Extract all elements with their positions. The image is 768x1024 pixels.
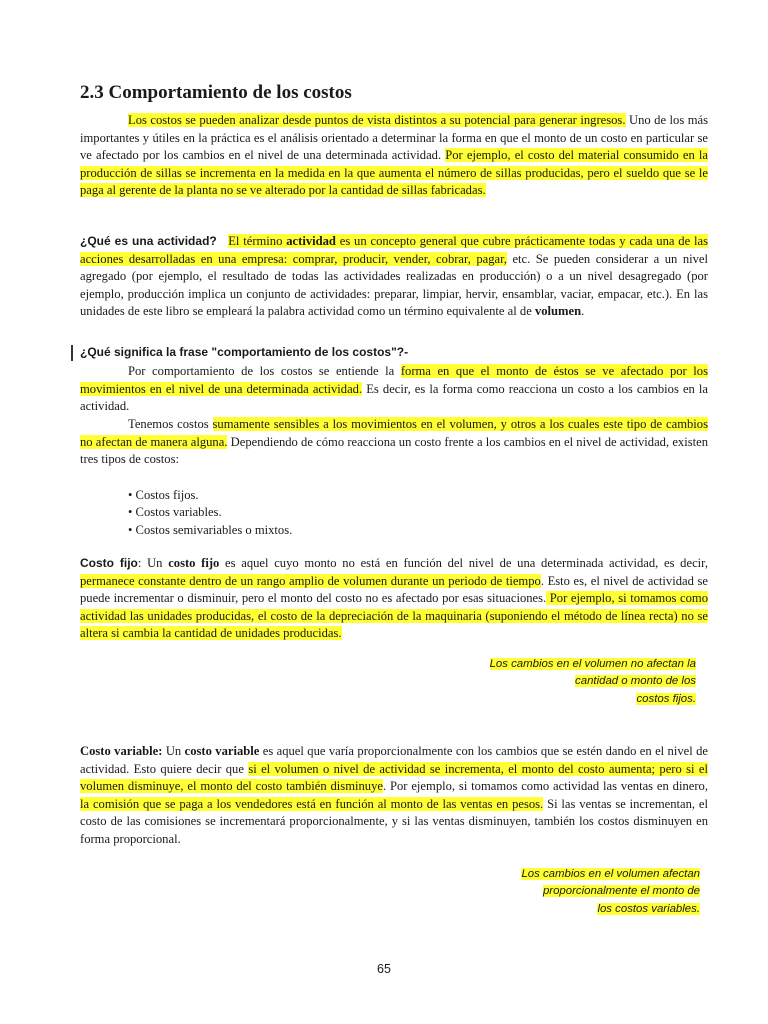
intro-paragraph	[80, 112, 708, 200]
comportamiento-p2-highlight: sumamente sensibles a los movimientos en el volumen, y otros a los cuales este tipo de cambios no afectan de manera alguna.	[80, 417, 708, 449]
text-cursor	[71, 345, 73, 361]
costo-fijo-paragraph	[80, 555, 708, 643]
note-variable-line: Los cambios en el volumen afectan	[521, 868, 700, 880]
actividad-term: actividad	[286, 234, 336, 248]
comportamiento-question	[80, 344, 708, 362]
costo-variable-c: . Por ejemplo, si tomamos como actividad las ventas en dinero,	[382, 779, 708, 794]
comportamiento-p1-b: Es decir, es la forma como reacciona un costo a los cambios en la actividad.	[80, 381, 709, 414]
comportamiento-p2-a: Tenemos costos	[128, 417, 213, 431]
comportamiento-p1-highlight: forma en que el monto de éstos se ve afectado por los movimientos en el nivel de una determinada actividad.	[80, 364, 708, 396]
section-title: 2.3 Comportamiento de los costos	[80, 82, 352, 103]
comportamiento-paragraph-2	[80, 416, 708, 469]
note-fijo-line: Los cambios en el volumen no afectan la	[489, 658, 696, 670]
note-fijo-line: costos fijos.	[636, 692, 696, 705]
comportamiento-p1-a: Por comportamiento de los costos se entiende la	[128, 364, 401, 378]
costo-fijo-b: es aquel cuyo monto no está en función del nivel de una determinada actividad, es decir,	[219, 556, 709, 570]
costo-variable-term: costo variable	[184, 744, 260, 758]
list-item: • Costos semivariables o mixtos.	[128, 522, 293, 537]
actividad-end: .	[581, 304, 585, 319]
note-variable-line: proporcionalmente el monto de	[542, 885, 700, 898]
costo-fijo-a: : Un	[137, 556, 169, 570]
note-fijo-line: cantidad o monto de los	[575, 675, 696, 688]
comportamiento-p2-b: Dependiendo de cómo reacciona un costo frente a los cambios en el nivel de actividad, existen tres tipos de costos:	[80, 434, 708, 467]
page-number: 65	[377, 962, 391, 976]
costo-variable-a: Un	[162, 744, 185, 758]
costo-variable-paragraph	[80, 743, 708, 849]
costo-variable-highlight-1: si el volumen o nivel de actividad se incrementa, el monto del costo aumenta; pero si el volumen disminuye, el monto del costo también disminuye	[80, 761, 708, 794]
costo-fijo-highlight-2: Por ejemplo, si tomamos como actividad las unidades producidas, el costo de la depreciación de la maquinaria (suponiendo el método de línea recta) no se altera si cambia la cantidad de unidades producidas.	[80, 591, 708, 641]
margin-note-fijo	[490, 656, 696, 708]
intro-highlight-2: Por ejemplo, el costo del material consumido en la producción de sillas se incrementa en la medida en la que aumenta el número de sillas producidas, pero el sueldo que se le paga al gerente de la planta no se ve alterado por la cantidad de sillas fabricadas.	[80, 148, 708, 198]
costo-fijo-label: Costo fijo	[80, 556, 138, 570]
volumen-term: volumen	[534, 304, 582, 319]
actividad-h2: es un concepto general que cubre prácticamente todas y cada una de las acciones desarrolladas en una empresa: comprar, producir, vender, cobrar, pagar,	[80, 234, 708, 266]
intro-highlight-1: Los costos se pueden analizar desde puntos de vista distintos a su potencial para generar ingresos.	[128, 113, 626, 127]
costo-variable-label: Costo variable:	[80, 744, 163, 758]
note-variable-line: los costos variables.	[597, 902, 700, 915]
costo-variable-d: Si las ventas se incrementan, el costo de las comisiones se incrementará proporcionalmente, y si las ventas disminuyen, también los costos disminuyen en forma proporcional.	[80, 796, 708, 846]
intro-text: Uno de los más importantes y útiles en la práctica es el análisis orientado a determinar la forma en que el monto de un costo en particular se ve afectado por los cambios en el nivel de una determinada actividad.	[80, 113, 709, 163]
costo-variable-highlight-2: la comisión que se paga a los vendedores está en función al monto de las ventas en pesos.	[80, 796, 544, 811]
actividad-rest: etc. Se pueden considerar a un nivel agregado (por ejemplo, el resultado de todas las actividades realizadas en producción) o a un nivel desagregado (por ejemplo, producción implica un conjunto de actividades: preparar, limpiar, hervir, ensamblar, vaciar, empacar, etc.). En las unidades de este libro se empleará la palabra actividad como un término equivalente al de	[80, 251, 708, 319]
list-item: • Costos fijos.	[128, 488, 199, 502]
costo-fijo-c: . Esto es, el nivel de actividad se puede incrementar o disminuir, pero el monto del costo no es afectado por esas situaciones.	[80, 573, 708, 606]
comportamiento-label: ¿Qué significa la frase "comportamiento de los costos"?-	[80, 345, 409, 359]
comportamiento-paragraph-1	[80, 363, 708, 416]
costo-variable-b: es aquel que varía proporcionalmente con los cambios que se estén dando en el nivel de actividad. Esto quiere decir que	[80, 744, 708, 776]
actividad-paragraph	[80, 233, 708, 321]
costo-fijo-highlight-1: permanece constante dentro de un rango amplio de volumen durante un periodo de tiempo	[80, 573, 541, 588]
list-item: • Costos variables.	[128, 505, 222, 520]
actividad-h1: El término	[228, 234, 287, 248]
costo-fijo-term: costo fijo	[168, 556, 220, 570]
actividad-label: ¿Qué es una actividad?	[80, 234, 217, 248]
cost-types-list	[128, 487, 292, 539]
margin-note-variable	[521, 866, 700, 918]
